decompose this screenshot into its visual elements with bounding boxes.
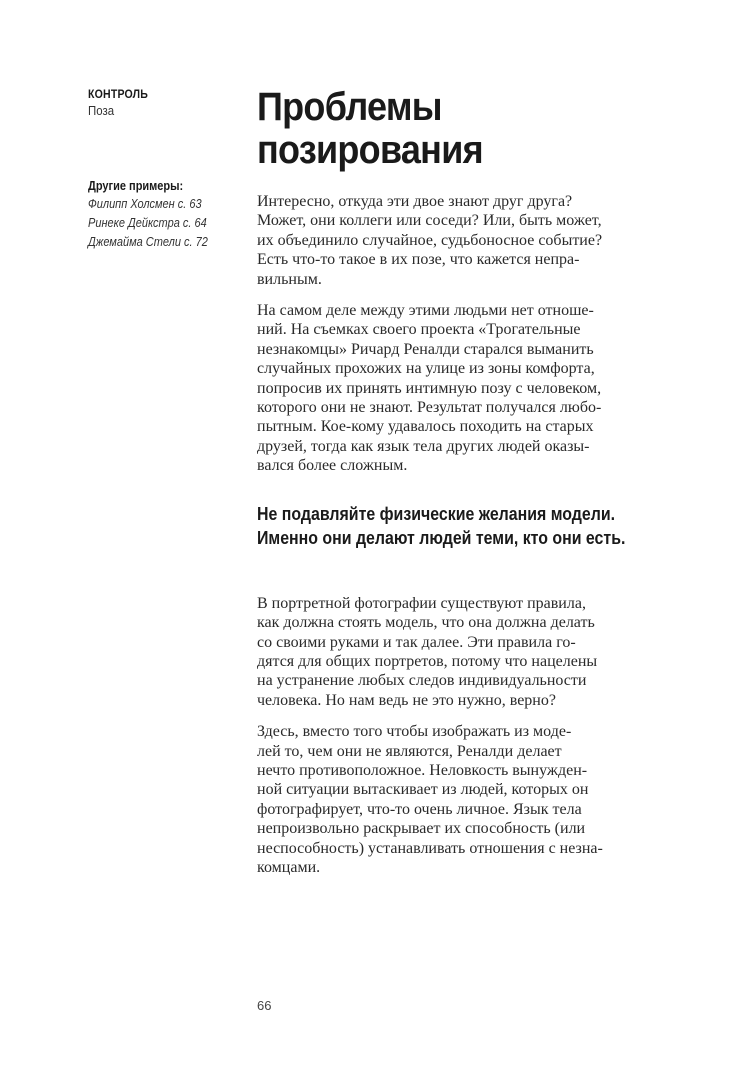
text-line: фотографирует, что-то очень личное. Язык тела	[257, 800, 582, 818]
text-line: вильным.	[257, 270, 322, 288]
text-line: На самом деле между этими людьми нет отноше-	[257, 302, 594, 320]
paragraph-1	[257, 192, 655, 289]
text-line: комцами.	[257, 858, 321, 876]
text-line: как должна стоять модель, что она должна делать	[257, 614, 595, 632]
text-line: нечто противоположное. Неловкость вынужден-	[257, 761, 588, 779]
text-line: на устранение любых следов индивидуальности	[257, 672, 587, 690]
other-examples	[88, 178, 238, 252]
text-line: ной ситуации вытаскивает из людей, которых он	[257, 781, 589, 799]
example-item: Ринеке Дейкстра с. 64	[88, 216, 207, 230]
paragraph-3	[257, 594, 655, 710]
text-line: непроизвольно раскрывает их способность (или	[257, 820, 586, 838]
page-number: 66	[257, 998, 272, 1013]
title-line: позирования	[257, 128, 483, 172]
text-line: случайных прохожих на улице из зоны комфорта,	[257, 360, 595, 378]
subsection-label: Поза	[88, 103, 115, 118]
text-line: попросив их принять интимную позу с человеком,	[257, 379, 602, 397]
text-line: пытным. Кое-кому удавалось походить на старых	[257, 418, 594, 436]
text-line: вался более сложным.	[257, 457, 408, 475]
text-line: лей то, чем они не являются, Реналди делает	[257, 742, 562, 760]
sidebar	[88, 86, 238, 252]
text-line: со своими руками и так далее. Эти правила го-	[257, 633, 576, 651]
text-line: неспособность) устанавливать отношения с незна-	[257, 839, 603, 857]
text-line: ний. На съемках своего проекта «Трогательные	[257, 321, 581, 339]
subheading-line: Именно они делают людей теми, кто они есть.	[257, 526, 626, 548]
other-examples-title: Другие примеры:	[88, 179, 184, 193]
text-line: Интересно, откуда эти двое знают друг друга?	[257, 193, 573, 210]
section-label: КОНТРОЛЬ	[88, 87, 149, 101]
text-line: дятся для общих портретов, потому что нацелены	[257, 652, 598, 670]
title-line: Проблемы	[257, 85, 442, 129]
example-item: Филипп Холсмен с. 63	[88, 197, 202, 211]
text-line: Есть что-то такое в их позе, что кажется непра-	[257, 251, 580, 269]
page-title	[257, 86, 653, 172]
text-line: незнакомцы» Ричард Реналди старался выманить	[257, 340, 594, 358]
example-item: Джемайма Стели с. 72	[88, 235, 208, 249]
text-line: друзей, тогда как язык тела других людей оказы-	[257, 437, 590, 455]
text-line: Может, они коллеги или соседи? Или, быть может,	[257, 212, 602, 230]
text-line: Здесь, вместо того чтобы изображать из моде-	[257, 723, 572, 741]
main-column	[257, 86, 667, 877]
pull-quote-heading	[257, 502, 635, 550]
subheading-line: Не подавляйте физические желания модели.	[257, 502, 616, 524]
paragraph-2	[257, 301, 655, 476]
text-line: В портретной фотографии существуют правила,	[257, 594, 586, 612]
text-line: человека. Но нам ведь не это нужно, верно?	[257, 691, 556, 709]
text-line: которого они не знают. Результат получался любо-	[257, 399, 602, 417]
paragraph-4	[257, 722, 655, 877]
text-line: их объединило случайное, судьбоносное событие?	[257, 231, 603, 249]
